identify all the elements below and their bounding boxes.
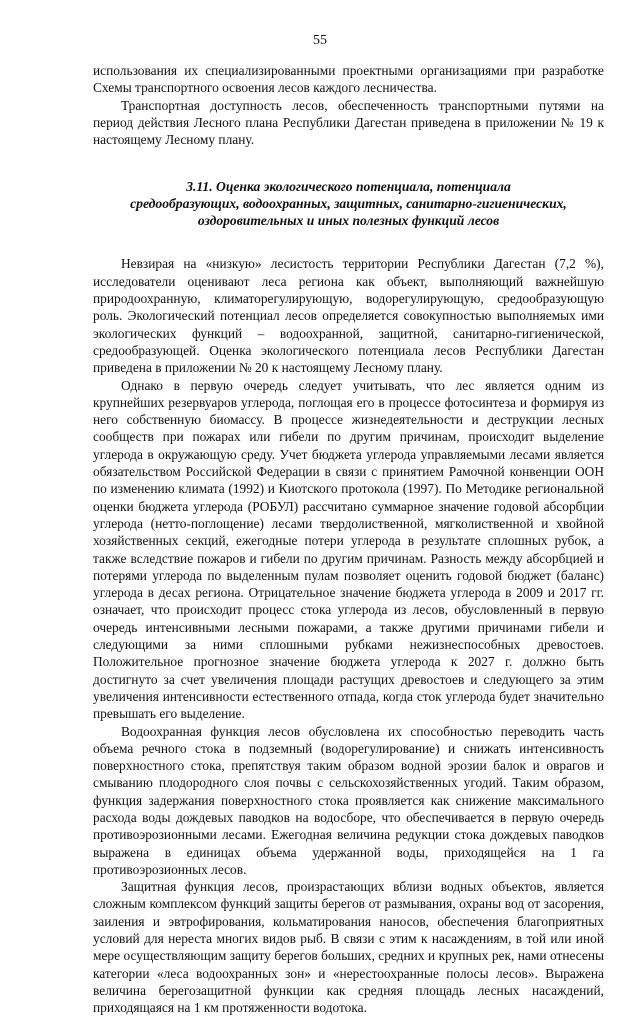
section-heading-line-3: оздоровительных и иных полезных функций лесов xyxy=(197,213,500,229)
intro-paragraph-1: использования их специализированными проектными организациями при разработке Схемы транспортного освоения лесов каждого лесничества. xyxy=(93,63,604,96)
section-heading-line-1: 3.11. Оценка экологического потенциала, потенциала xyxy=(186,179,511,195)
section-heading xyxy=(93,178,604,229)
section-heading-line-2: средообразующих, водоохранных, защитных, санитарно-гигиенических, xyxy=(130,196,567,212)
page-number: 55 xyxy=(313,33,327,48)
body-paragraph-3: Водоохранная функция лесов обусловлена их способностью переводить часть объема речного стока в подземный (водорегулирование) и снижать интенсивность поверхностного стока, препятствуя таким образом водной эрозии балок и оврагов и смыванию плодородного слоя почвы с сельскохозяйственных угодий. Таким образом, функция задержания поверхностного стока проявляется как снижение максимального расхода воды дождевых паводков на водосборе, что обеспечивается в первую очередь противоэрозионными лесами. Ежегодная величина редукции стока дождевых паводков выражена в единицах объема удержанной воды, приходящейся на 1 га противоэрозионных лесов. xyxy=(93,723,604,877)
body-paragraph-2: Однако в первую очередь следует учитывать, что лес является одним из крупнейших резервуаров углерода, поглощая его в процессе фотосинтеза и формируя из него собственную биомассу. В процессе жизнедеятельности и деструкции лесных сообществ при пожарах или гибели по другим причинам, происходит выделение углерода в окружающую среду. Учет бюджета углерода управляемыми лесами является обязательством Российской Федерации в связи с принятием Рамочной конвенции ООН по изменению климата (1992) и Киотского протокола (1997). По Методике региональной оценки бюджета углерода (РОБУЛ) рассчитано суммарное значение годовой абсорбции углерода (нетто-поглощение) лесами твердолиственной, мягколиственной и хвойной хозяйственных секций, ежегодные потери углерода в результате сплошных рубок, а также вследствие пожаров и гибели по другим причинам. Разность между абсорбцией и потерями углерода по выделенным пулам позволяет оценить годовой бюджет (баланс) углерода в десах региона. Отрицательное значение бюджета углерода в 2009 и 2017 гг. означает, что происходит процесс стока углерода из лесов, обусловленный в первую очередь интенсивными лесными пожарами, а также другими причинами гибели и следующими за ними сплошными рубками нежизнеспособных древостоев. Положительное прогнозное значение бюджета углерода к 2027 г. должно быть достигнуто за счет увеличения площади растущих древостоев и следующего за этим увеличения интенсивности естественного отпада, когда сток углерода будет значительно превышать его выделение. xyxy=(93,377,604,722)
page-content xyxy=(93,62,604,1017)
intro-paragraph-2: Транспортная доступность лесов, обеспеченность транспортными путями на период действия Лесного плана Республики Дагестан приведена в приложении № 19 к настоящему Лесному плану. xyxy=(93,97,604,148)
body-paragraph-1: Невзирая на «низкую» лесистость территории Республики Дагестан (7,2 %), исследователи оценивают леса региона как объект, выполняющий важнейшую природоохранную, климаторегулирующую, водорегулирующую, средообразующую роль. Экологический потенциал лесов определяется совокупностью выполняемых ими экологических функций – водоохранной, защитной, санитарно-гигиенической, средообразующей. Оценка экологического потенциала лесов Республики Дагестан приведена в приложении № 20 к настоящему Лесному плану. xyxy=(93,256,604,376)
body-paragraph-4: Защитная функция лесов, произрастающих вблизи водных объектов, является сложным комплексом функций защиты берегов от размывания, охраны вод от засорения, заиления и эвтрофирования, кольматирования наносов, обеспечения благоприятных условий для нереста многих видов рыб. В связи с этим к насаждениям, в той или иной мере осуществляющим защиту берегов больших, средних и крупных рек, нами отнесены категории «леса водоохранных зон» и «нерестоохранные полосы лесов». Выражена величина берегозащитной функции как средняя площадь лесных насаждений, приходящаяся на 1 км протяженности водотока. xyxy=(93,879,604,1016)
